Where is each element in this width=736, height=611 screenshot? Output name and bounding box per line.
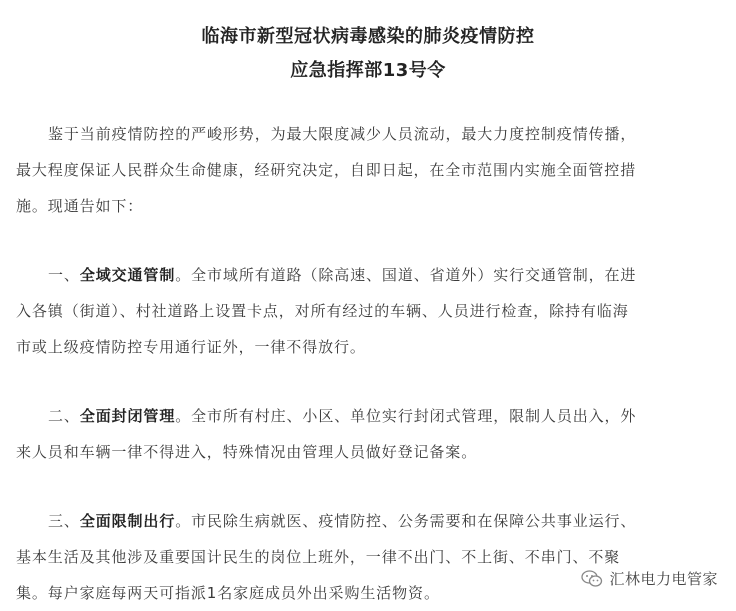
section-2-text-1: 。全市所有村庄、小区、单位实行封闭式管理，限制人员出入，外 [175,407,637,425]
section-3-heading: 全面限制出行 [79,512,176,530]
section-1-text-1: 。全市域所有道路（除高速、国道、省道外）实行交通管制，在进 [175,266,637,284]
watermark-text: 汇林电力电管家 [609,570,718,588]
watermark [577,566,722,591]
intro-line-1: 鉴于当前疫情防控的严峻形势，为最大限度减少人员流动，最大力度控制疫情传播， [48,125,637,143]
section-2-paragraph [16,398,716,470]
intro-line-2: 最大程度保证人民群众生命健康，经研究决定，自即日起，在全市范围内实施全面管控措 [16,161,637,179]
section-1-line-2: 入各镇（街道）、村社道路上设置卡点，对所有经过的车辆、人员进行检查，除持有临海 [16,302,629,320]
section-1-line-3: 市或上级疫情防控专用通行证外，一律不得放行。 [16,338,366,356]
section-1-number: 一、 [48,266,80,284]
section-1-paragraph [16,257,716,365]
section-2-line-2: 来人员和车辆一律不得进入，特殊情况由管理人员做好登记备案。 [16,443,478,461]
section-2-number: 二、 [48,407,80,425]
section-1-heading: 全域交通管制 [79,266,176,284]
section-3-line-3: 集。每户家庭每两天可指派1名家庭成员外出采购生活物资。 [16,584,440,602]
section-2-heading: 全面封闭管理 [79,407,176,425]
section-3-text-1: 。市民除生病就医、疫情防控、公务需要和在保障公共事业运行、 [175,512,637,530]
section-3-number: 三、 [48,512,80,530]
section-1-line-1 [16,257,716,293]
document-title-line-1: 临海市新型冠状病毒感染的肺炎疫情防控 [201,26,535,47]
wechat-icon [581,570,603,588]
document-title-line-2: 应急指挥部13号令 [290,60,446,81]
section-2-line-1 [16,398,716,434]
section-3-line-2: 基本生活及其他涉及重要国计民生的岗位上班外，一律不出门、不上街、不串门、不聚 [16,548,621,566]
intro-line-3: 施。现通告如下： [16,197,144,215]
section-3-paragraph [16,503,716,611]
section-3-line-1 [16,503,716,539]
intro-paragraph [16,116,716,224]
